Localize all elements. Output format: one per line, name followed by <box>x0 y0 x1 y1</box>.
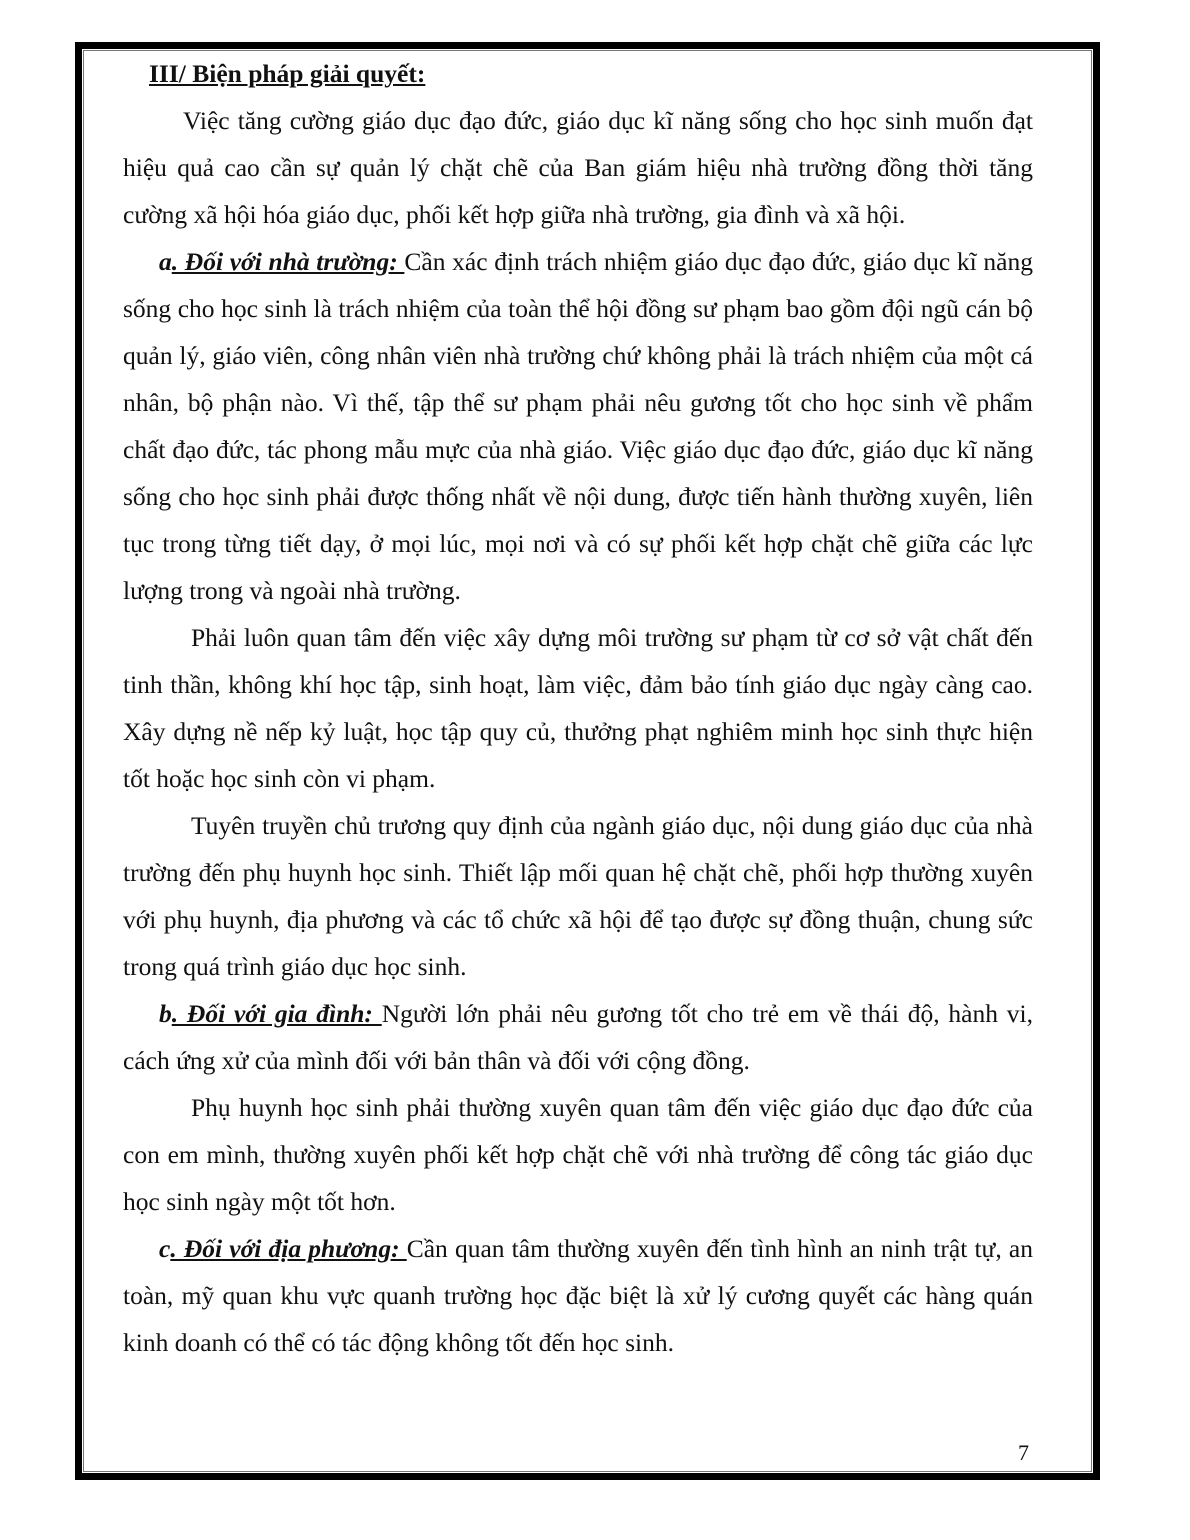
subsection-c-label <box>159 1234 407 1263</box>
intro-paragraph: Việc tăng cường giáo dục đạo đức, giáo dục kĩ năng sống cho học sinh muốn đạt hiệu quả cao cần sự quản lý chặt chẽ của Ban giám hiệu nhà trường đồng thời tăng cường xã hội hóa giáo dục, phối kết hợp giữa nhà trường, gia đình và xã hội. <box>123 106 1033 229</box>
subsection-a-letter: a <box>159 247 172 276</box>
page-number: 7 <box>1018 1440 1029 1465</box>
subsection-a-lead-text: Cần xác định trách nhiệm giáo dục đạo đức, giáo dục kĩ năng sống cho học sinh là trách nhiệm của toàn thể hội đồng sư phạm bao gồm đội ngũ cán bộ quản lý, giáo viên, công nhân viên nhà trường chứ không phải là trách nhiệm của một cá nhân, bộ phận nào. Vì thế, tập thể sư phạm phải nêu gương tốt cho học sinh về phẩm chất đạo đức, tác phong mẫu mực của nhà giáo. Việc giáo dục đạo đức, giáo dục kĩ năng sống cho học sinh phải được thống nhất về nội dung, được tiến hành thường xuyên, liên tục trong từng tiết dạy, ở mọi lúc, mọi nơi và có sự phối kết hợp chặt chẽ giữa các lực lượng trong và ngoài nhà trường. <box>123 247 1033 605</box>
section-heading: III/ Biện pháp giải quyết: <box>149 59 426 88</box>
paragraph-parents: Phụ huynh học sinh phải thường xuyên quan tâm đến việc giáo dục đạo đức của con em mình, thường xuyên phối kết hợp chặt chẽ với nhà trường để công tác giáo dục học sinh ngày một tốt hơn. <box>123 1093 1033 1216</box>
subsection-c-title: . Đối với địa phương: <box>170 1234 407 1263</box>
subsection-b-label <box>159 999 382 1028</box>
document-body <box>123 50 1033 1366</box>
subsection-b-title: . Đối với gia đình: <box>171 999 382 1028</box>
subsection-b-letter: b <box>159 999 172 1028</box>
subsection-c-lead-text: Cần quan tâm thường xuyên đến tình hình an ninh trật tự, an toàn, mỹ quan khu vực quanh trường học đặc biệt là xử lý cương quyết các hàng quán kinh doanh có thể có tác động không tốt đến học sinh. <box>123 1234 1033 1357</box>
subsection-a-label <box>159 247 404 276</box>
subsection-a <box>123 238 1033 614</box>
paragraph-school-environment: Phải luôn quan tâm đến việc xây dựng môi trường sư phạm từ cơ sở vật chất đến tinh thần, không khí học tập, sinh hoạt, làm việc, đảm bảo tính giáo dục ngày càng cao. Xây dựng nề nếp kỷ luật, học tập quy củ, thưởng phạt nghiêm minh học sinh thực hiện tốt hoặc học sinh còn vi phạm. <box>123 623 1033 793</box>
subsection-c <box>123 1225 1033 1366</box>
subsection-b <box>123 990 1033 1084</box>
subsection-b-lead-text: Người lớn phải nêu gương tốt cho trẻ em về thái độ, hành vi, cách ứng xử của mình đối với bản thân và đối với cộng đồng. <box>123 999 1033 1075</box>
subsection-a-title: . Đối với nhà trường: <box>171 247 405 276</box>
subsection-c-letter: c <box>159 1234 171 1263</box>
paragraph-outreach: Tuyên truyền chủ trương quy định của ngành giáo dục, nội dung giáo dục của nhà trường đến phụ huynh học sinh. Thiết lập mối quan hệ chặt chẽ, phối hợp thường xuyên với phụ huynh, địa phương và các tổ chức xã hội để tạo được sự đồng thuận, chung sức trong quá trình giáo dục học sinh. <box>123 811 1033 981</box>
